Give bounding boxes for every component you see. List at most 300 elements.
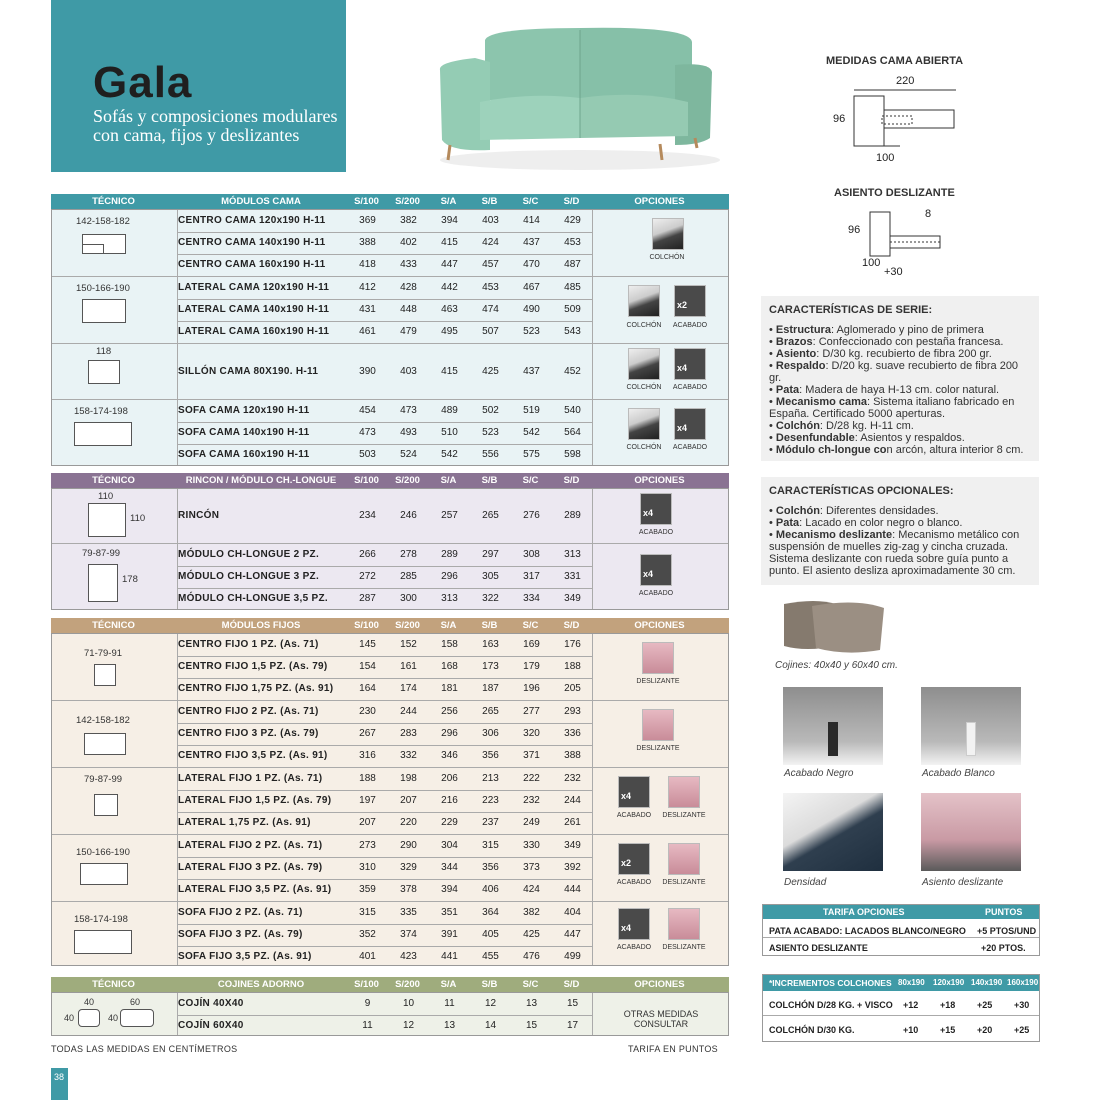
page-title: Gala: [93, 58, 193, 107]
dims: 142-158-182: [76, 715, 130, 726]
price: 188: [359, 773, 376, 784]
col-sd: S/D: [563, 620, 580, 631]
price: 474: [482, 304, 499, 315]
row-label: CENTRO FIJO 1,5 PZ. (As. 79): [178, 661, 328, 672]
price: 499: [564, 951, 581, 962]
col-sa: S/A: [440, 475, 457, 486]
row-label: MÓDULO CH-LONGUE 3 PZ.: [178, 571, 320, 582]
price: 473: [400, 405, 417, 416]
sliding-seat-height: 96: [848, 224, 861, 236]
price: 169: [523, 639, 540, 650]
price: 265: [482, 706, 499, 717]
col-s100: S/100: [354, 620, 379, 631]
group-lateral-cama: [52, 277, 728, 344]
white-leg-caption: Acabado Blanco: [922, 768, 995, 779]
mattress-image: [652, 218, 684, 250]
table-header: [51, 473, 729, 488]
feature-value: : D/28 kg. H-11 cm.: [819, 420, 914, 432]
price: 447: [441, 259, 458, 270]
increment-value: +25: [977, 1000, 993, 1010]
price: 161: [400, 661, 417, 672]
increment-value: +15: [940, 1025, 956, 1035]
dims: 158-174-198: [74, 914, 128, 925]
price: 17: [566, 1020, 579, 1031]
dims: 142-158-182: [76, 216, 130, 227]
row-label: MÓDULO CH-LONGUE 2 PZ.: [178, 549, 320, 560]
row-label: LATERAL FIJO 1 PZ. (As. 71): [178, 773, 323, 784]
row-label: SILLÓN CAMA 80X190. H-11: [178, 366, 319, 377]
price: 230: [359, 706, 376, 717]
feature-key: Colchón: [775, 420, 820, 432]
feature-key: Colchón: [775, 505, 820, 517]
sliding-seat-diagram: [868, 210, 944, 260]
sliding-seat-image: [668, 776, 700, 808]
sofa-image: [430, 20, 730, 175]
col-modulos: RINCON / MÓDULO CH.-LONGUE: [185, 475, 337, 486]
group-centro-fijo-2: [52, 701, 728, 768]
feature-value: : Mecanismo metálico con suspensión de muelles zig-zag y cincha cruzada. Sistema deslizante con rueda sobre guía punto a punto. El asiento desliza aproximadamente 30 cm.: [769, 529, 1020, 577]
price: 145: [359, 639, 376, 650]
price: 256: [441, 706, 458, 717]
price: 283: [400, 728, 417, 739]
col-modulos: MÓDULOS CAMA: [221, 196, 301, 207]
size-col: 120x190: [933, 978, 965, 987]
price: 234: [359, 510, 376, 521]
price: 479: [400, 326, 417, 337]
price: 356: [482, 862, 499, 873]
row-label: MÓDULO CH-LONGUE 3,5 PZ.: [178, 593, 328, 604]
col-sc: S/C: [522, 979, 539, 990]
price: 457: [482, 259, 499, 270]
feature-value: : Lacado en color negro o blanco.: [799, 517, 963, 529]
standard-features-box: [761, 296, 1039, 461]
col-s200: S/200: [395, 475, 420, 486]
increment-value: +20: [977, 1025, 993, 1035]
feature-line: • Colchón: Diferentes densidades.: [769, 505, 939, 517]
price: 316: [359, 750, 376, 761]
size-col: 140x190: [971, 978, 1003, 987]
price: 556: [482, 449, 499, 460]
page-subtitle: Sofás y composiciones modulares con cama, fijos y deslizantes: [93, 106, 338, 145]
sliding-seat-image: [668, 908, 700, 940]
price: 392: [564, 862, 581, 873]
price: 487: [564, 259, 581, 270]
increment-value: +18: [940, 1000, 956, 1010]
price: 273: [359, 840, 376, 851]
price: 402: [400, 237, 417, 248]
opt-caption: DESLIZANTE: [636, 678, 680, 685]
feature-value: n arcón, altura interior 8 cm.: [886, 444, 1024, 456]
group-rincon: [52, 489, 728, 544]
opt-caption: COLCHÓN: [649, 254, 685, 261]
dims: 40: [84, 997, 95, 1007]
row-label: LATERAL CAMA 140x190 H-11: [178, 304, 330, 315]
price: 391: [441, 929, 458, 940]
price: 356: [482, 750, 499, 761]
opt-caption: COLCHÓN: [626, 322, 662, 329]
price: 425: [523, 929, 540, 940]
price: 378: [400, 884, 417, 895]
increment-value: +30: [1014, 1000, 1030, 1010]
price: 493: [400, 427, 417, 438]
opt-caption: ACABADO: [672, 384, 708, 391]
price: 152: [400, 639, 417, 650]
price: 220: [400, 817, 417, 828]
opt-caption: ACABADO: [616, 879, 652, 886]
module-diagram-seat: [82, 244, 104, 254]
feature-key: Mecanismo deslizante: [775, 529, 893, 541]
price: 196: [523, 683, 540, 694]
col-sa: S/A: [440, 196, 457, 207]
row-label: COJÍN 60X40: [178, 1020, 244, 1031]
price: 394: [441, 215, 458, 226]
price: 188: [564, 661, 581, 672]
price: 154: [359, 661, 376, 672]
price: 523: [482, 427, 499, 438]
col-s100: S/100: [354, 979, 379, 990]
size-col: 80x190: [898, 978, 925, 987]
col-tecnico: TÉCNICO: [92, 620, 135, 631]
row-label: CENTRO CAMA 140x190 H-11: [178, 237, 326, 248]
price: 187: [482, 683, 499, 694]
price: 412: [359, 282, 376, 293]
price: 276: [523, 510, 540, 521]
price: 507: [482, 326, 499, 337]
row-label: SOFA CAMA 160x190 H-11: [178, 449, 310, 460]
price: 267: [359, 728, 376, 739]
option-row-value: +20 PTOS.: [981, 943, 1026, 953]
price: 261: [564, 817, 581, 828]
price: 313: [564, 549, 581, 560]
price: 278: [400, 549, 417, 560]
price: 415: [441, 366, 458, 377]
col-opciones: OPCIONES: [634, 475, 685, 486]
row-label: CENTRO FIJO 3 PZ. (As. 79): [178, 728, 319, 739]
price: 349: [564, 840, 581, 851]
price: 330: [523, 840, 540, 851]
price: 329: [400, 862, 417, 873]
mattress-row-label: COLCHÓN D/28 KG. + VISCO: [769, 1000, 893, 1010]
module-diagram: [88, 503, 126, 537]
row-label: RINCÓN: [178, 510, 220, 521]
price: 332: [400, 750, 417, 761]
finish-image: x4: [618, 776, 650, 808]
price: 352: [359, 929, 376, 940]
opt-caption: DESLIZANTE: [636, 745, 680, 752]
dims: 40: [108, 1013, 119, 1023]
price: 373: [523, 862, 540, 873]
price: 428: [400, 282, 417, 293]
option-row-label: ASIENTO DESLIZANTE: [769, 943, 868, 953]
col-modulos: COJINES ADORNO: [217, 979, 305, 990]
opt-caption: ACABADO: [616, 944, 652, 951]
row-label: LATERAL FIJO 1,5 PZ. (As. 79): [178, 795, 332, 806]
dims: 178: [122, 574, 138, 585]
price: 331: [564, 571, 581, 582]
price: 305: [482, 571, 499, 582]
price: 173: [482, 661, 499, 672]
price: 344: [441, 862, 458, 873]
dims: 150-166-190: [76, 283, 130, 294]
feature-value: : D/20 kg. suave recubierto de fibra 200 gr.: [769, 360, 1019, 384]
black-leg-icon: [828, 722, 838, 756]
price: 249: [523, 817, 540, 828]
col-sc: S/C: [522, 620, 539, 631]
col-sb: S/B: [481, 620, 498, 631]
price: 404: [564, 907, 581, 918]
opt-caption: DESLIZANTE: [662, 879, 706, 886]
feature-line: • Pata: Madera de haya H-13 cm. color natural.: [769, 384, 1000, 396]
dims: 40: [64, 1013, 75, 1023]
price: 163: [482, 639, 499, 650]
price: 418: [359, 259, 376, 270]
price: 382: [523, 907, 540, 918]
price: 405: [482, 929, 499, 940]
price: 13: [443, 1020, 456, 1031]
finish-image: x2: [618, 843, 650, 875]
price: 265: [482, 510, 499, 521]
col-sb: S/B: [481, 475, 498, 486]
price: 448: [400, 304, 417, 315]
feature-line: • Estructura: Aglomerado y pino de primera: [769, 324, 984, 336]
feature-key: Módulo ch-longue co: [775, 444, 887, 456]
price: 335: [400, 907, 417, 918]
row-label: LATERAL FIJO 3 PZ. (As. 79): [178, 862, 323, 873]
sliding-seat-plus: +30: [884, 266, 903, 278]
price: 542: [523, 427, 540, 438]
price: 371: [523, 750, 540, 761]
col-sa: S/A: [440, 979, 457, 990]
feature-key: Mecanismo cama: [775, 396, 868, 408]
white-leg-icon: [966, 722, 976, 756]
price: 524: [400, 449, 417, 460]
sliding-seat-image: [642, 709, 674, 741]
row-label: CENTRO FIJO 1,75 PZ. (As. 91): [178, 683, 334, 694]
feature-key: Asiento: [775, 348, 817, 360]
increment-value: +10: [903, 1025, 919, 1035]
feature-line: • Mecanismo deslizante: Mecanismo metálico con suspensión de muelles zig-zag y cincha cruzada. Sistema deslizante con rueda sobre guía punto a punto. El asiento desliza aproximadamente 30 cm.: [769, 529, 1020, 577]
col-sd: S/D: [563, 475, 580, 486]
feature-value: : D/30 kg. recubierto de fibra 200 gr.: [816, 348, 992, 360]
price: 289: [564, 510, 581, 521]
row-label: CENTRO CAMA 120x190 H-11: [178, 215, 326, 226]
price: 461: [359, 326, 376, 337]
price: 403: [400, 366, 417, 377]
feature-line: • Brazos: Confeccionado con pestaña francesa.: [769, 336, 1004, 348]
price: 266: [359, 549, 376, 560]
feature-key: Pata: [775, 384, 800, 396]
feature-line: • Módulo ch-longue con arcón, altura interior 8 cm.: [769, 444, 1024, 456]
col-tecnico: TÉCNICO: [92, 979, 135, 990]
row-label: COJÍN 40X40: [178, 998, 244, 1009]
price: 346: [441, 750, 458, 761]
price: 290: [400, 840, 417, 851]
col-modulos: MÓDULOS FIJOS: [221, 620, 301, 631]
open-bed-width: 220: [896, 75, 915, 87]
finish-image: x4: [674, 408, 706, 440]
sliding-seat-depth: 100: [862, 257, 881, 269]
mattress-image: [628, 285, 660, 317]
row-label: CENTRO CAMA 160x190 H-11: [178, 259, 326, 270]
price: 9: [364, 998, 371, 1009]
price: 257: [441, 510, 458, 521]
price: 447: [564, 929, 581, 940]
other-sizes-note: OTRAS MEDIDAS CONSULTAR: [623, 1009, 699, 1029]
increment-value: +12: [903, 1000, 919, 1010]
feature-value: : Madera de haya H-13 cm. color natural.: [799, 384, 1000, 396]
col-sc: S/C: [522, 475, 539, 486]
price: 176: [564, 639, 581, 650]
col-opciones: OPCIONES: [634, 196, 685, 207]
dims: 110: [98, 491, 114, 502]
price: 336: [564, 728, 581, 739]
price: 424: [482, 237, 499, 248]
price: 285: [400, 571, 417, 582]
options-pricing-table: [762, 904, 1040, 956]
cushion-diagram: [78, 1009, 100, 1027]
price: 543: [564, 326, 581, 337]
cushions-caption: Cojines: 40x40 y 60x40 cm.: [775, 660, 898, 671]
row-label: SOFA CAMA 140x190 H-11: [178, 427, 310, 438]
sliding-seat-photo: [921, 793, 1021, 871]
open-bed-depth: 100: [876, 152, 895, 164]
black-leg-caption: Acabado Negro: [784, 768, 854, 779]
feature-value: : Aglomerado y pino de primera: [830, 324, 984, 336]
price: 296: [441, 728, 458, 739]
price: 197: [359, 795, 376, 806]
sliding-seat-caption: Asiento deslizante: [922, 877, 1004, 888]
price: 216: [441, 795, 458, 806]
opt-caption: COLCHÓN: [626, 444, 662, 451]
price: 10: [402, 998, 415, 1009]
mattress-image: [628, 408, 660, 440]
page-number: 38: [51, 1068, 68, 1100]
price: 246: [400, 510, 417, 521]
col-sa: S/A: [440, 620, 457, 631]
price: 334: [523, 593, 540, 604]
price: 490: [523, 304, 540, 315]
feature-line: • Pata: Lacado en color negro o blanco.: [769, 517, 963, 529]
price: 306: [482, 728, 499, 739]
mattress-image: [628, 348, 660, 380]
price: 223: [482, 795, 499, 806]
price: 207: [400, 795, 417, 806]
price: 489: [441, 405, 458, 416]
price: 320: [523, 728, 540, 739]
row-label: CENTRO FIJO 2 PZ. (As. 71): [178, 706, 319, 717]
price: 179: [523, 661, 540, 672]
price: 431: [359, 304, 376, 315]
open-bed-title: MEDIDAS CAMA ABIERTA: [826, 55, 964, 67]
dims: 79-87-99: [84, 774, 123, 785]
feature-line: • Respaldo: D/20 kg. suave recubierto de fibra 200 gr.: [769, 360, 1019, 384]
col-s200: S/200: [395, 620, 420, 631]
module-diagram: [94, 664, 116, 686]
price: 495: [441, 326, 458, 337]
group-centro-cama: [52, 210, 728, 277]
increments-header: *INCREMENTOS COLCHONES: [769, 978, 892, 988]
group-sofa-cama: [52, 400, 728, 467]
col-s100: S/100: [354, 196, 379, 207]
group-centro-fijo-1: [52, 634, 728, 701]
feature-value: : Diferentes densidades.: [819, 505, 939, 517]
price: 11: [362, 1020, 373, 1031]
price: 415: [441, 237, 458, 248]
price: 401: [359, 951, 376, 962]
module-diagram: [88, 564, 118, 602]
price: 509: [564, 304, 581, 315]
feature-value: : Confeccionado con pestaña francesa.: [812, 336, 1004, 348]
price: 277: [523, 706, 540, 717]
mattress-increments-table: [762, 974, 1040, 1042]
price: 433: [400, 259, 417, 270]
price: 198: [400, 773, 417, 784]
price: 519: [523, 405, 540, 416]
price: 564: [564, 427, 581, 438]
dims: 150-166-190: [76, 847, 130, 858]
table-header: [51, 977, 729, 992]
price: 454: [359, 405, 376, 416]
price: 364: [482, 907, 499, 918]
feature-line: • Desenfundable: Asientos y respaldos.: [769, 432, 965, 444]
price: 388: [564, 750, 581, 761]
open-bed-height: 96: [833, 113, 846, 125]
price: 470: [523, 259, 540, 270]
price: 455: [482, 951, 499, 962]
row-label: LATERAL 1,75 PZ. (As. 91): [178, 817, 311, 828]
price: 388: [359, 237, 376, 248]
table-header: [51, 618, 729, 633]
title-block: [51, 0, 346, 172]
group-lateral-fijo-2: [52, 835, 728, 902]
finish-image: x4: [640, 554, 672, 586]
price: 369: [359, 215, 376, 226]
finish-image: x4: [618, 908, 650, 940]
price: 406: [482, 884, 499, 895]
cushions-image: [776, 596, 888, 654]
price: 510: [441, 427, 458, 438]
opt-caption: DESLIZANTE: [662, 812, 706, 819]
price: 442: [441, 282, 458, 293]
price: 351: [441, 907, 458, 918]
price: 174: [400, 683, 417, 694]
price: 206: [441, 773, 458, 784]
row-label: LATERAL CAMA 160x190 H-11: [178, 326, 330, 337]
module-diagram: [94, 794, 118, 816]
price: 444: [564, 884, 581, 895]
cushion-diagram: [120, 1009, 154, 1027]
module-diagram: [84, 733, 126, 755]
price: 485: [564, 282, 581, 293]
price: 542: [441, 449, 458, 460]
opt-caption: ACABADO: [672, 444, 708, 451]
row-label: SOFA FIJO 3,5 PZ. (As. 91): [178, 951, 312, 962]
price: 598: [564, 449, 581, 460]
col-tecnico: TÉCNICO: [92, 196, 135, 207]
col-s100: S/100: [354, 475, 379, 486]
dims: 158-174-198: [74, 406, 128, 417]
col-s200: S/200: [395, 979, 420, 990]
price: 523: [523, 326, 540, 337]
size-col: 160x190: [1007, 978, 1039, 987]
opt-caption: ACABADO: [616, 812, 652, 819]
row-label: CENTRO FIJO 3,5 PZ. (As. 91): [178, 750, 328, 761]
density-photo: [783, 793, 883, 871]
density-caption: Densidad: [784, 877, 827, 888]
col-tecnico: TÉCNICO: [92, 475, 135, 486]
option-row-value: +5 PTOS/UND: [977, 926, 1037, 936]
sliding-seat-image: [668, 843, 700, 875]
